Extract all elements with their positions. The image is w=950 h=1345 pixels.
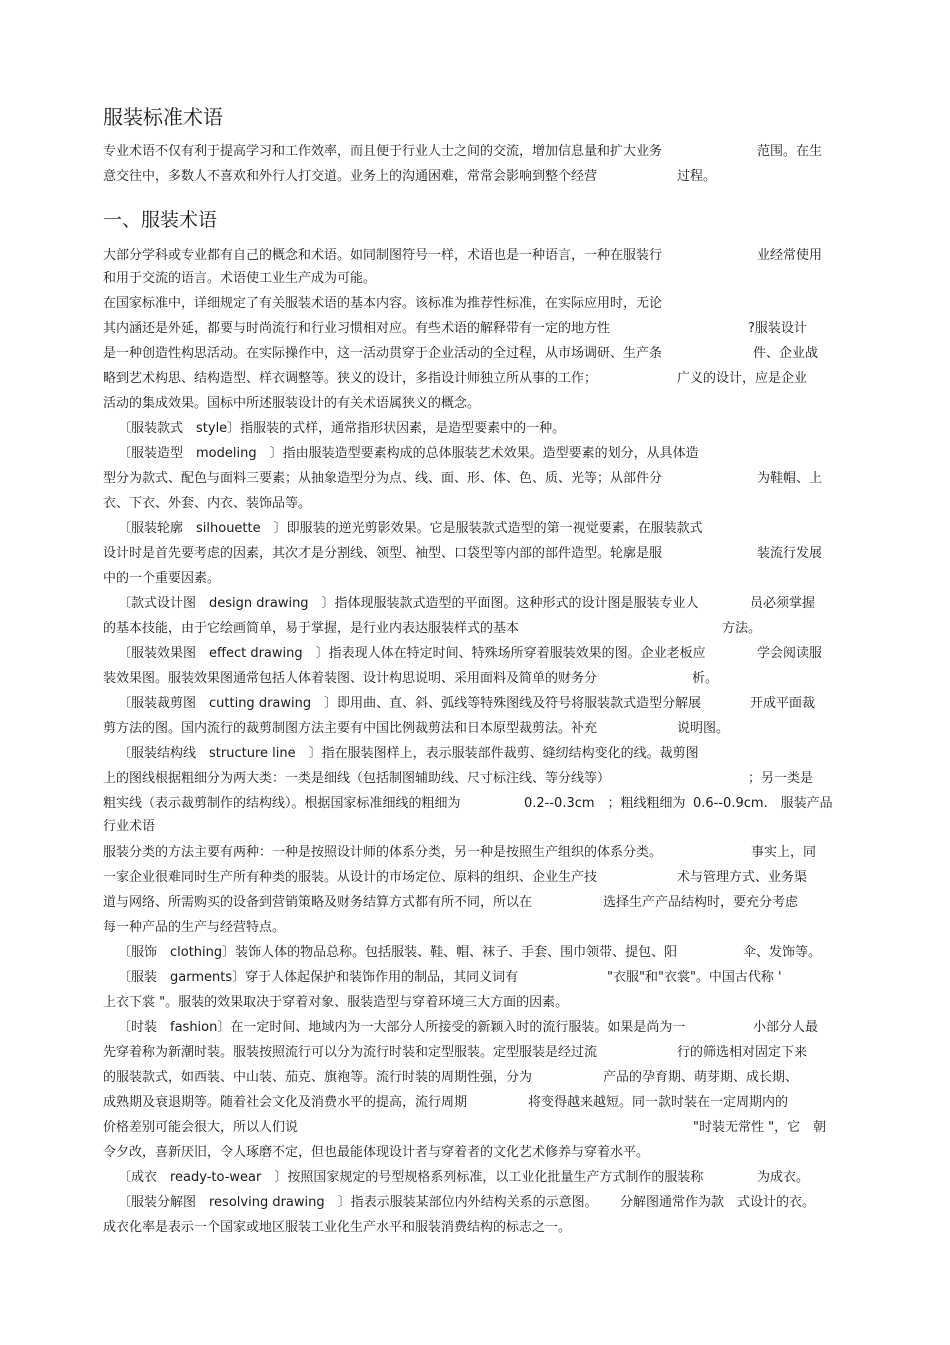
body-line: 型分为款式、配色与面料三要素；从抽象造型分为点、线、面、形、体、色、质、光等；从部件分 (103, 471, 663, 486)
body-line: 为成衣。 (757, 1170, 810, 1185)
body-line: 的服装款式，如西装、中山装、茄克、旗袍等。流行时装的周期性强，分为 (103, 1070, 533, 1085)
body-line: 装流行发展 (757, 546, 823, 561)
body-line: 粗实线（表示裁剪制作的结构线）。根据国家标准细线的粗细为 (103, 796, 461, 811)
body-line: 中的一个重要因素。 (103, 571, 221, 586)
body-line: 业经常使用 (757, 248, 823, 263)
body-line: 一家企业很难同时生产所有种类的服装。从设计的市场定位、原料的组织、企业生产技 (103, 870, 598, 885)
term-line: 〔服装轮廓 silhouette 〕即服装的逆光剪影效果。它是服装款式造型的第一视觉要素，在服装款式 (118, 521, 703, 536)
term-line: 〔服饰 clothing〕装饰人体的物品总称。包括服装、鞋、帽、袜子、手套、围巾领带、提包、阳 (118, 945, 678, 960)
body-line: 0.6--0.9cm. 服装产品 (693, 796, 833, 811)
body-line: 成熟期及衰退期等。随着社会文化及消费水平的提高，流行周期 (103, 1095, 468, 1110)
body-line: 件、企业战 (753, 346, 819, 361)
intro-line: 范围。在生 (757, 144, 823, 159)
body-line: 析。 (692, 671, 719, 686)
body-line: 0.2--0.3cm ；粗线粗细为 (524, 796, 686, 811)
body-line: 先穿着称为新潮时装。服装按照流行可以分为流行时装和定型服装。定型服装是经过流 (103, 1045, 598, 1060)
body-line: 行的筛选相对固定下来 (677, 1045, 808, 1060)
body-line: 上衣下裳 "。服装的效果取决于穿着对象、服装造型与穿着环境三大方面的因素。 (103, 995, 569, 1010)
body-line: 员必须掌握 (750, 596, 816, 611)
body-line: 装效果图。服装效果图通常包括人体着装图、设计构思说明、采用面料及简单的财务分 (103, 671, 598, 686)
term-line: 〔服装分解图 resolving drawing 〕指表示服装某部位内外结构关系的示意图。 (118, 1195, 598, 1210)
body-line: 道与网络、所需购买的设备到营销策略及财务结算方式都有所不同，所以在 (103, 895, 533, 910)
body-line: 事实上，同 (751, 845, 817, 860)
body-line: 术与管理方式、业务渠 (677, 870, 808, 885)
term-line: 〔服装裁剪图 cutting drawing 〕即用曲、直、斜、弧线等特殊图线及符号将服装款式造型分解展 (118, 696, 702, 711)
body-line: 广义的设计，应是企业 (677, 371, 808, 386)
body-line: 产品的孕育期、萌芽期、成长期、 (603, 1070, 799, 1085)
body-line: 成衣化率是表示一个国家或地区服装工业化生产水平和服装消费结构的标志之一。 (103, 1220, 572, 1235)
intro-line: 过程。 (677, 169, 717, 184)
body-line: ?服装设计 (748, 321, 807, 336)
term-line: 〔时装 fashion〕在一定时间、地域内为一大部分人所接受的新颖入时的流行服装。如果是尚为一 (118, 1020, 686, 1035)
body-line: 的基本技能，由于它绘画简单，易于掌握，是行业内表达服装样式的基本 (103, 621, 520, 636)
body-line: 服装分类的方法主要有两种：一种是按照设计师的体系分类，另一种是按照生产组织的体系分类。 (103, 845, 663, 860)
body-line: 令夕改，喜新厌旧，令人琢磨不定，但也最能体现设计者与穿着者的文化艺术修养与穿着水平。 (103, 1145, 650, 1160)
term-line: 〔款式设计图 design drawing 〕指体现服装款式造型的平面图。这种形式的设计图是服装专业人 (118, 596, 699, 611)
body-line: 大部分学科或专业都有自己的概念和术语。如同制图符号一样，术语也是一种语言，一种在服装行 (103, 248, 663, 263)
body-line: 上的图线根据粗细分为两大类：一类是细线（包括制图辅助线、尺寸标注线、等分线等） (103, 771, 611, 786)
body-line: 活动的集成效果。国标中所述服装设计的有关术语属狭义的概念。 (103, 396, 481, 411)
term-line: 〔成衣 ready-to-wear 〕按照国家规定的号型规格系列标准，以工业化批量生产方式制作的服装称 (118, 1170, 704, 1185)
body-line: "衣服"和"衣裳"。中国古代称 ' (607, 970, 782, 985)
body-line: 每一种产品的生产与经营特点。 (103, 920, 286, 935)
body-line: 为鞋帽、上 (757, 471, 823, 486)
body-line: 略到艺术构思、结构造型、样衣调整等。狭义的设计，多指设计师独立所从事的工作； (103, 371, 598, 386)
intro-line: 意交往中，多数人不喜欢和外行人打交道。业务上的沟通困难，常常会影响到整个经营 (103, 169, 598, 184)
body-line: 学会阅读服 (757, 646, 823, 661)
term-line: 〔服装效果图 effect drawing 〕指表现人体在特定时间、特殊场所穿着服装效果的图。企业老板应 (118, 646, 706, 661)
body-line: ；另一类是 (748, 771, 814, 786)
body-line: 剪方法的图。国内流行的裁剪制图方法主要有中国比例裁剪法和日本原型裁剪法。补充 (103, 721, 598, 736)
term-line: 〔服装造型 modeling 〕指由服装造型要素构成的总体服装艺术效果。造型要素的划分，从具体造 (118, 446, 699, 461)
intro-line: 专业术语不仅有利于提高学习和工作效率，而且便于行业人士之间的交流，增加信息量和扩大业务 (103, 144, 663, 159)
body-line: 其内涵还是外延，都要与时尚流行和行业习惯相对应。有些术语的解释带有一定的地方性 (103, 321, 611, 336)
body-line: 在国家标准中，详细规定了有关服装术语的基本内容。该标准为推荐性标准，在实际应用时，无论 (103, 296, 663, 311)
term-line: 〔服装结构线 structure line 〕指在服装图样上，表示服装部件裁剪、缝纫结构变化的线。裁剪图 (118, 746, 699, 761)
body-line: 是一种创造性构思活动。在实际操作中，这一活动贯穿于企业活动的全过程，从市场调研、生产条 (103, 346, 663, 361)
body-line: 价格差别可能会很大，所以人们说 (103, 1120, 299, 1135)
page-title: 服装标准术语 (103, 105, 223, 129)
body-line: 设计时是首先要考虑的因素，其次才是分割线、领型、袖型、口袋型等内部的部件造型。轮廓是服 (103, 546, 663, 561)
term-line: 〔服装 garments〕穿于人体起保护和装饰作用的制品，其同义词有 (118, 970, 519, 985)
body-line: 和用于交流的语言。术语使工业生产成为可能。 (103, 271, 377, 286)
section-heading: 一、服装术语 (103, 209, 218, 231)
body-line: 方法。 (722, 621, 762, 636)
body-line: 行业术语 (103, 819, 156, 834)
body-line: 开成平面裁 (750, 696, 816, 711)
body-line: 伞、发饰等。 (743, 945, 822, 960)
body-line: "时装无常性 "，它 朝 (693, 1120, 827, 1135)
body-line: 分解图通常作为款 式设计的衣。 (620, 1195, 816, 1210)
body-line: 衣、下衣、外套、内衣、装饰品等。 (103, 496, 312, 511)
term-line: 〔服装款式 style〕指服装的式样，通常指形状因素，是造型要素中的一种。 (118, 421, 566, 436)
body-line: 将变得越来越短。同一款时装在一定周期内的 (528, 1095, 789, 1110)
body-line: 小部分人最 (753, 1020, 819, 1035)
body-line: 选择生产产品结构时，要充分考虑 (603, 895, 799, 910)
body-line: 说明图。 (677, 721, 730, 736)
